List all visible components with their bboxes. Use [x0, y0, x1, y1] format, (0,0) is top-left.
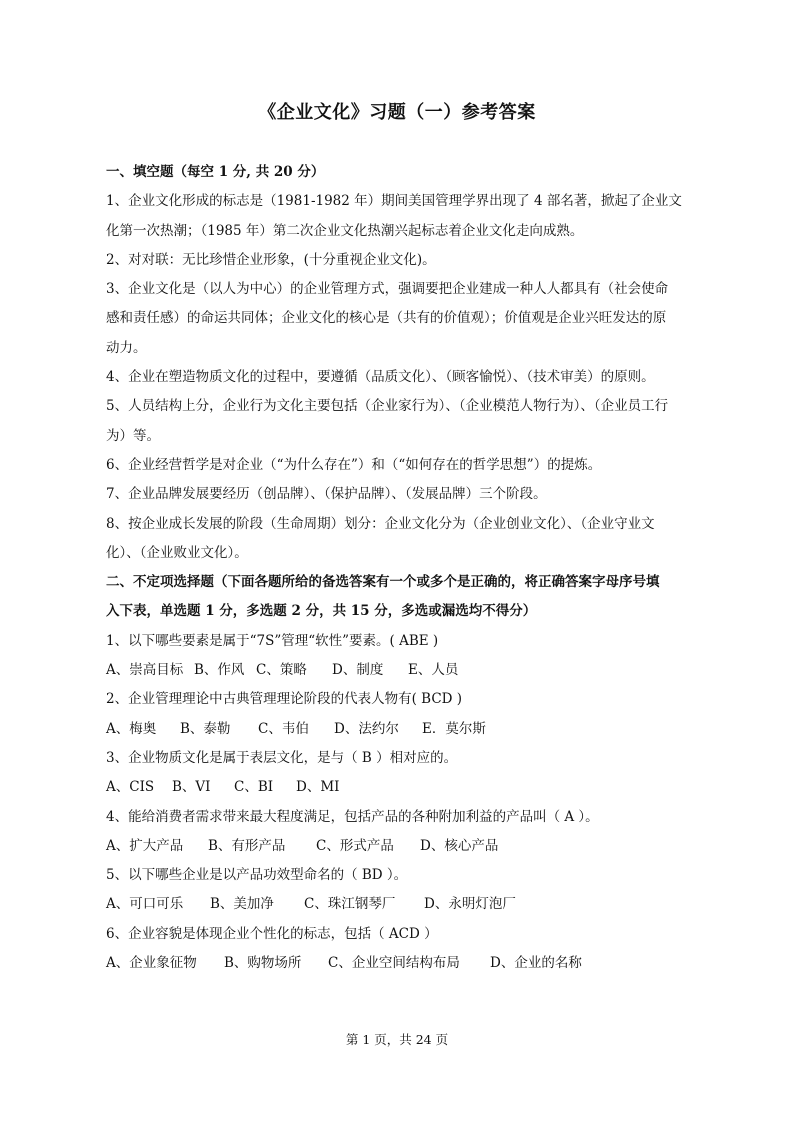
choice-options-3	[106, 773, 690, 802]
question-2: 2、对对联：无比珍惜企业形象，(十分重视企业文化)。	[106, 251, 436, 268]
question-3-line-3: 动力。	[106, 339, 147, 356]
question-8-line-2: 化）、（企业败业文化）。	[106, 544, 248, 561]
option: B、美加净	[210, 896, 274, 913]
option: C、珠江钢琴厂	[304, 896, 396, 913]
option: E、人员	[408, 662, 459, 679]
question-3-line-1: 3、企业文化是（以人为中心）的企业管理方式，强调要把企业建成一种人人都具有（社会使命	[106, 281, 669, 298]
choice-options-6	[106, 949, 690, 978]
option: D、永明灯泡厂	[424, 896, 516, 913]
choice-question-4: 4、能给消费者需求带来最大程度满足，包括产品的各种附加利益的产品叫（ A ）。	[106, 808, 599, 825]
option: B、作风	[194, 662, 245, 679]
option: A、CIS	[106, 779, 155, 796]
choice-options-2	[106, 715, 690, 744]
option: C、BI	[234, 779, 274, 796]
choice-options-4	[106, 832, 690, 861]
section-heading-choice-line-1: 二、不定项选择题（下面各题所给的备选答案有一个或多个是正确的，将正确答案字母序号填	[106, 574, 660, 591]
option: A、崇高目标	[106, 662, 184, 679]
option: A、企业象征物	[106, 955, 197, 972]
option: E．莫尔斯	[422, 720, 486, 737]
choice-question-1: 1、以下哪些要素是属于“7S”管理“软性”要素。( ABE )	[106, 632, 439, 649]
question-7: 7、企业品牌发展要经历（创品牌）、（保护品牌）、（发展品牌）三个阶段。	[106, 486, 547, 503]
choice-question-5: 5、以下哪些企业是以产品功效型命名的（ BD ）。	[106, 867, 408, 884]
option: D、企业的名称	[490, 955, 582, 972]
section-heading-choice-line-2: 入下表，单选题 1 分，多选题 2 分，共 15 分，多选或漏选均不得分）	[106, 603, 537, 620]
option: B、泰勒	[180, 720, 231, 737]
option: B、购物场所	[224, 955, 302, 972]
document-body	[106, 158, 690, 978]
option: B、有形产品	[208, 837, 286, 854]
question-4: 4、企业在塑造物质文化的过程中，要遵循（品质文化）、（顾客愉悦）、（技术审美）的原则。	[106, 369, 655, 386]
question-3-line-2: 感和责任感）的命运共同体；企业文化的核心是（共有的价值观）；价值观是企业兴旺发达的原	[106, 310, 667, 327]
choice-options-1	[106, 656, 690, 685]
choice-question-6: 6、企业容貌是体现企业个性化的标志，包括（ ACD ）	[106, 925, 438, 942]
question-6: 6、企业经营哲学是对企业（“为什么存在”）和（“如何存在的哲学思想”）的提炼。	[106, 456, 602, 473]
choice-options-5	[106, 890, 690, 919]
option: D、核心产品	[420, 837, 499, 854]
option: C、形式产品	[316, 837, 394, 854]
question-1-line-1: 1、企业文化形成的标志是（1981-1982 年）期间美国管理学界出现了 4 部名著，掀起了企业文	[106, 193, 682, 210]
question-8-line-1: 8、按企业成长发展的阶段（生命周期）划分：企业文化分为（企业创业文化）、（企业守业文	[106, 515, 655, 532]
option: C、策略	[256, 662, 307, 679]
document-title: 《企业文化》习题（一）参考答案	[258, 102, 536, 123]
question-5-line-2: 为）等。	[106, 427, 160, 444]
option: D、制度	[332, 662, 384, 679]
option: A、梅奥	[106, 720, 157, 737]
option: B、VI	[172, 779, 211, 796]
question-5-line-1: 5、人员结构上分，企业行为文化主要包括（企业家行为）、（企业模范人物行为）、（企业员工行	[106, 398, 669, 415]
choice-question-2: 2、企业管理理论中古典管理理论阶段的代表人物有( BCD )	[106, 691, 463, 708]
option: C、企业空间结构布局	[328, 955, 460, 972]
option: A、扩大产品	[106, 837, 184, 854]
page-footer: 第 1 页，共 24 页	[345, 1032, 449, 1047]
choice-question-3: 3、企业物质文化是属于表层文化，是与（ B ）相对应的。	[106, 749, 458, 766]
option: C、韦伯	[258, 720, 309, 737]
option: D、MI	[296, 779, 340, 796]
section-heading-fill-blank: 一、填空题（每空 1 分, 共 20 分）	[106, 164, 325, 180]
option: D、法约尔	[334, 720, 399, 737]
question-1-line-2: 化第一次热潮；（1985 年）第二次企业文化热潮兴起标志着企业文化走向成熟。	[106, 222, 584, 239]
option: A、可口可乐	[106, 896, 184, 913]
